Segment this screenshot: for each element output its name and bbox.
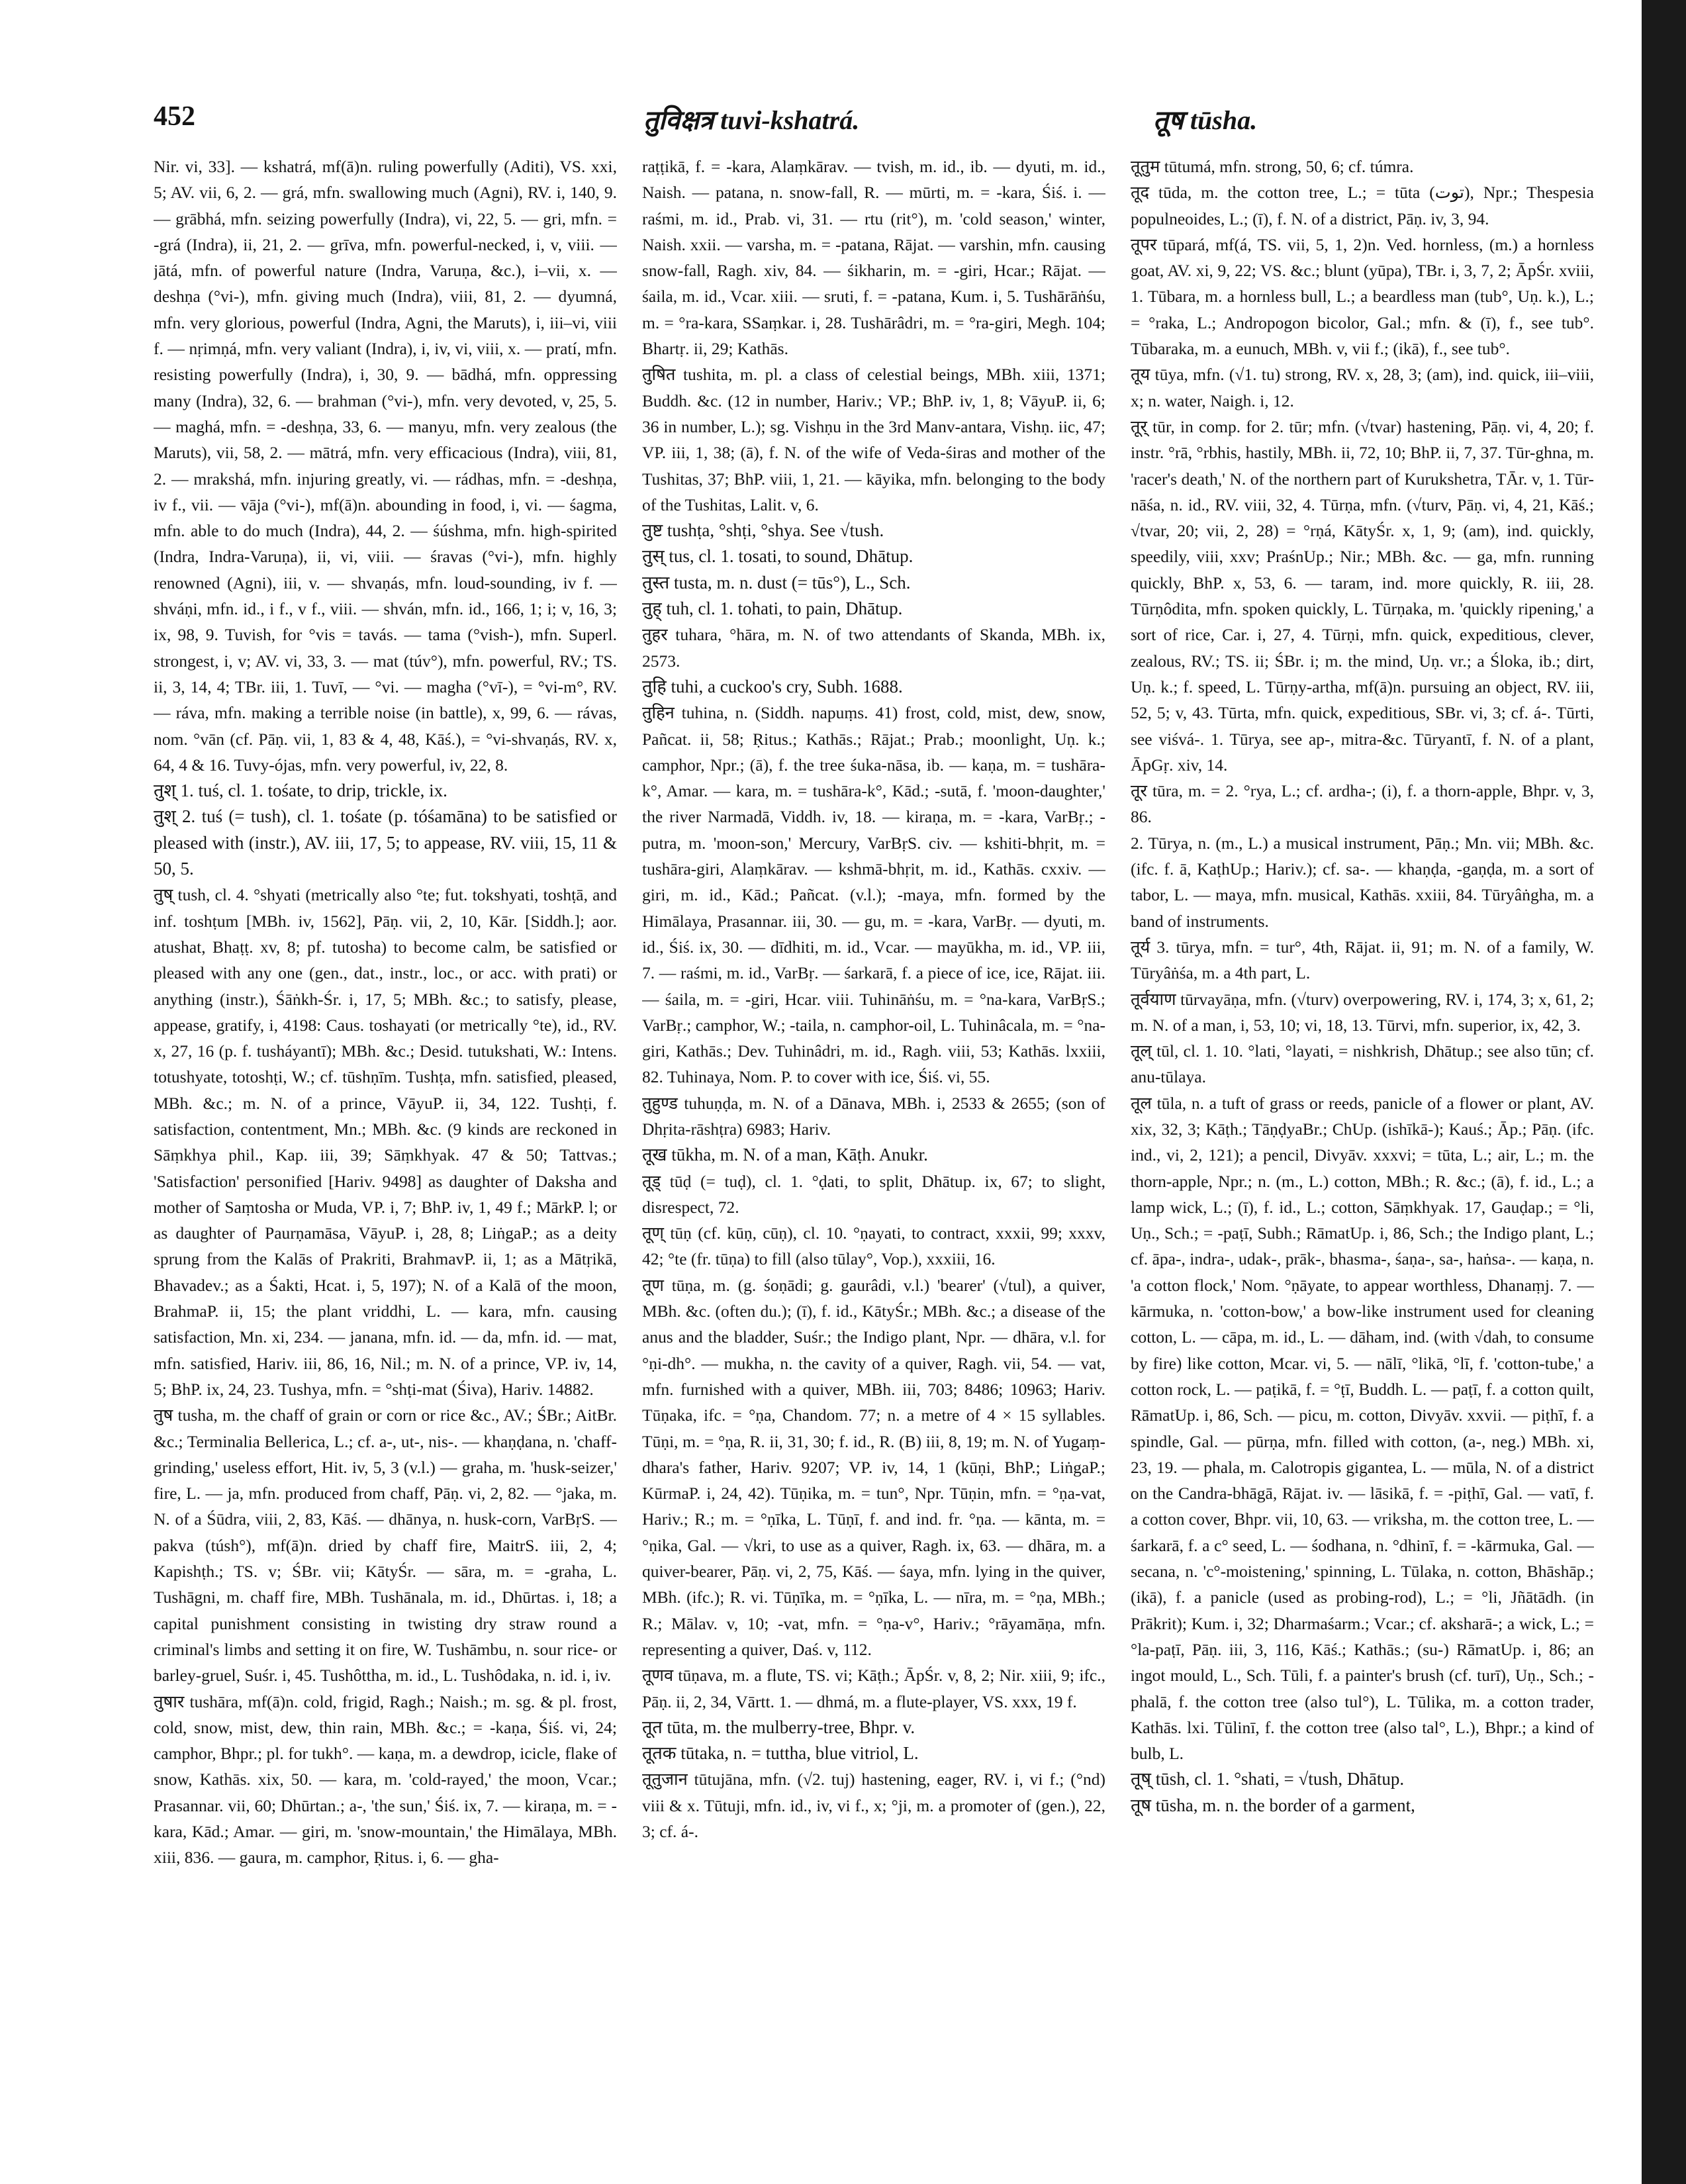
- entry: तूर्वयाण tūrvayāṇa, mfn. (√turv) overpowering, RV. i, 174, 3; x, 61, 2; m. N. of a man, i, 53, 10; vi, 18, 13. Tūrvi, mfn. superior, ix, 42, 3.: [1131, 989, 1594, 1035]
- entry: तूष tūsha, m. n. the border of a garment,: [1131, 1795, 1415, 1815]
- entry: तूणव tūṇava, m. a flute, TS. vi; Kāṭh.; ĀpŚr. v, 8, 2; Nir. xiii, 9; ifc., Pāṇ. ii, 2, 34, Vārtt. 1. — dhmá, m. a flute-player, VS. xxx, 19 f.: [642, 1666, 1105, 1711]
- entry: तूण tūṇa, m. (g. śoṇādi; g. gaurâdi, v.l.) 'bearer' (√tul), a quiver, MBh. &c. (often du.); (ī), f. id., KātyŚr.; MBh. &c.; a disease of the anus and the bladder, Suśr.; the Indigo plant, Npr. — dhāra, v.l. for °ṇi-dh°. — mukha, n. the cavity of a quiver, Ragh. vii, 54. — vat, mfn. furnished with a quiver, MBh. iii, 703; 8486; 10963; Hariv. Tūṇaka, ifc. = °ṇa, Chandom. 77; n. a metre of 4 × 15 syllables. Tūṇi, m. = °ṇa, R. ii, 31, 30; f. id., R. (B) iii, 8, 19; m. N. of Yugaṃ-dhara's father, Hariv. 9207; VP. iv, 14, 1 (kūṇi, BhP.; LiṅgaP.; KūrmaP. i, 24, 42). Tūṇika, m. = tun°, Npr. Tūṇin, mfn. = °ṇa-vat, Hariv.; R.; m. = °ṇīka, L. Tūṇī, f. and ind. fr. °ṇa. — kānta, m. = °ṇika, Gal. — √kri, to use as a quiver, Ragh. ix, 63. — dhāra, m. a quiver-bearer, Pāṇ. vi, 2, 75, Kāś. — śaya, mfn. lying in the quiver, MBh. (ifc.); R. vi. Tūṇīka, m. = °ṇīka, L. — nīra, m. = °ṇa, MBh.; R.; Mālav. v, 10; -vat, mfn. = °ṇa-v°, Hariv.; °rāyamāṇa, mfn. representing a quiver, Daś. v, 112.: [642, 1275, 1105, 1659]
- entry: तूल tūla, n. a tuft of grass or reeds, panicle of a flower or plant, AV. xix, 32, 3; Kāṭh.; TāṇḍyaBr.; ChUp. (ishīkā-); Kauś.; Āp.; Pāṇ. (ifc. ind., vi, 2, 121); a pencil, Divyāv. xxxvi; = tūta, L.; air, L.; m. the thorn-apple, Npr.; n. (m., L.) cotton, MBh.; R. &c.; (ā), f. id., L.; a lamp wick, L.; (ī), f. id., L.; cotton, Sāṃkhyak. 17, Gauḍap.; = °li, Uṇ., Sch.; = -paṭī, Subh.; RāmatUp. i, 86, Sch.; the Indigo plant, L.; cf. āpa-, indra-, udak-, prāk-, bhasma-, śaṇa-, sa-, haṅsa-. — kaṇa, n. 'a cotton flock,' Nom. °ṇāyate, to appear worthless, Dhanaṃj. 7. — kārmuka, n. 'cotton-bow,' a bow-like instrument used for cleaning cotton, L. — cāpa, m. id., L. — dāham, ind. (with √dah, to consume by fire) like cotton, Mcar. vi, 5. — nālī, °likā, °lī, f. 'cotton-tube,' a cotton rock, L. — paṭikā, f. = °ṭī, Buddh. L. — paṭī, f. a cotton quilt, RāmatUp. i, 86, Sch. — picu, m. cotton, Divyāv. xxvii. — piṭhī, f. a spindle, Gal. — pūrṇa, mfn. filled with cotton, (a-, neg.) MBh. xi, 23, 19. — phala, m. Calotropis gigantea, L. — mūla, N. of a district on the Candra-bhāgā, Rājat. iv. — lāsikā, f. = -piṭhī, Gal. — vatī, f. a cotton cover, Bhpr. vii, 10, 63. — vriksha, m. the cotton tree, L. — śarkarā, f. a c° seed, L. — śodhana, n. °dhinī, f. = -kārmuka, Gal. — secana, n. 'c°-moistening,' spinning, L. Tūlaka, n. cotton, Bhāshāp.; (ikā), f. a panicle (used as probing-rod), L.; = °li, Jñātādh. (in Prākrit); Kum. i, 32; Dharmaśarm.; Vcar.; cf. aksharā-; a wick, L.; = °la-paṭī, Pāṇ. iii, 3, 116, Kāś.; Kathās.; (su-) RāmatUp. i, 86; an ingot mould, L., Sch. Tūli, f. a painter's brush (cf. turī), Uṇ., Sch.; -phalā, f. the cotton tree (also tul°), L. Tūlika, m. a cotton trader, Kathās. lxi. Tūlinī, f. the cotton tree (also tal°, L.), Bhpr.; a kind of bulb, L.: [1131, 1093, 1594, 1764]
- entry: तूख tūkha, m. N. of a man, Kāṭh. Anukr.: [642, 1145, 928, 1165]
- left-running-head: तुविक्षत्र tuvi-kshatrá.: [643, 105, 860, 135]
- entry: तूर tūra, m. = 2. °rya, L.; cf. ardha-; (i), f. a thorn-apple, Bhpr. v, 3, 86.: [1131, 781, 1594, 827]
- page-number: 452: [154, 101, 195, 132]
- entry: तुहुण्ड tuhuṇḍa, m. N. of a Dānava, MBh. i, 2533 & 2655; (son of Dhṛita-rāshṭra) 6983; Hariv.: [642, 1093, 1105, 1139]
- entry: तूतुम tūtumá, mfn. strong, 50, 6; cf. túmra.: [1131, 157, 1414, 176]
- entry: तूपर tūpará, mf(á, TS. vii, 5, 1, 2)n. Ved. hornless, (m.) a hornless goat, AV. xi, 9, 22; VS. &c.; blunt (yūpa), TBr. i, 3, 7, 2; ĀpŚr. xviii, 1. Tūbara, m. a hornless bull, L.; a beardless man (tub°, Uṇ. k.), L.; = °raka, L.; Andropogon bicolor, Gal.; mfn. & (ī), f., see tub°. Tūbaraka, m. a eunuch, MBh. v, vii f.; (ikā), f., see tub°.: [1131, 234, 1594, 359]
- entry: तूर्य 3. tūrya, mfn. = tur°, 4th, Rājat. ii, 91; m. N. of a family, W. Tūryâṅśa, m. a 4th part, L.: [1131, 937, 1594, 983]
- entry: तूद tūda, m. the cotton tree, L.; = tūta (توت), Npr.; Thespesia populneoides, L.; (ī), f. N. of a district, Pāṇ. iv, 3, 94.: [1131, 183, 1594, 228]
- entry: तुह् tuh, cl. 1. tohati, to pain, Dhātup.: [642, 598, 903, 619]
- entry: तूतुजान tūtujāna, mfn. (√2. tuj) hastening, eager, RV. i, vi f.; (°nd) viii & x. Tūtuji, mfn. id., iv, vi f., x; °ji, m. a promoter of (gen.), 22, 3; cf. á-.: [642, 1770, 1105, 1841]
- entry: तुस् tus, cl. 1. tosati, to sound, Dhātup.: [642, 546, 913, 567]
- entry: तूड् tūḍ (= tuḍ), cl. 1. °ḍati, to split, Dhātup. ix, 67; to slight, disrespect, 72.: [642, 1171, 1105, 1217]
- column-1: [154, 154, 617, 2153]
- entry: 2. Tūrya, n. (m., L.) a musical instrument, Pāṇ.; Mn. vii; MBh. &c. (ifc. f. ā, KaṭhUp.; Hariv.); cf. sa-. — khaṇḍa, -gaṇḍa, m. a sort of tabor, L. — maya, mfn. musical, Kathās. xxiii, 84. Tūryâṅgha, m. a band of instruments.: [1131, 833, 1594, 931]
- entry: तूण् tūṇ (cf. kūṇ, cūṇ), cl. 10. °ṇayati, to contract, xxxii, 99; xxxv, 42; °te (fr. tūṇa) to fill (also tūlay°, Vop.), xxxiii, 16.: [642, 1223, 1105, 1269]
- entry: raṭṭikā, f. = -kara, Alaṃkārav. — tvish, m. id., ib. — dyuti, m. id., Naish. — patana, n. snow-fall, R. — mūrti, m. = -kara, Śiś. i. — raśmi, m. id., Prab. vi, 31. — rtu (rit°), m. 'cold season,' winter, Naish. xxii. — varsha, m. = -patana, Rājat. — varshin, mfn. causing snow-fall, Ragh. xiv, 84. — śikharin, m. = -giri, Hcar.; Rājat. — śaila, m. id., Vcar. xiii. — sruti, f. = -patana, Kum. i, 5. Tushārāṅśu, m. = °ra-kara, SSaṃkar. i, 28. Tushārâdri, m. = °ra-giri, Megh. 104; Bhartṛ. ii, 29; Kathās.: [642, 157, 1105, 359]
- entry: तुश् 2. tuś (= tush), cl. 1. tośate (p. tóśamāna) to be satisfied or pleased with (instr.), AV. iii, 17, 5; to appease, RV. viii, 15, 11 & 50, 5.: [154, 806, 617, 879]
- entry: Nir. vi, 33]. — kshatrá, mf(ā)n. ruling powerfully (Aditi), VS. xxi, 5; AV. vii, 6, 2. — grá, mfn. swallowing much (Agni), RV. i, 140, 9. — grābhá, mfn. seizing powerfully (Indra), vi, 22, 5. — gri, mfn. = -grá (Indra), ii, 21, 2. — grīva, mfn. powerful-necked, i, v, viii. — jātá, mfn. of powerful nature (Indra, Varuṇa, &c.), i–vii, x. — deshṇa (°vi-), mfn. giving much (Indra), viii, 81, 2. — dyumná, mfn. very glorious, powerful (Indra, Agni, the Maruts), i, iii–vi, viii f. — nṛimṇá, mfn. very valiant (Indra), i, iv, vi, viii, x. — pratí, mfn. resisting powerfully (Indra), i, 30, 9. — bādhá, mfn. oppressing many (Indra), 32, 6. — brahman (°vi-), mfn. very devoted, v, 25, 5. — maghá, mfn. = -deshṇa, 33, 6. — manyu, mfn. very zealous (the Maruts), vii, 58, 2. — mātrá, mfn. very efficacious (Indra), viii, 81, 2. — mrakshá, mfn. injuring greatly, vi. — rádhas, mfn. = -deshṇa, iv f., vii. — vāja (°vi-), mf(ā)n. abounding in food, i, vi. — śagma, mfn. able to do much (Indra), 44, 2. — śúshma, mfn. high-spirited (Indra, Indra-Varuṇa), ii, vi, viii. — śravas (°vi-), mfn. highly renowned (Agni), iii, v. — shvaṇás, mfn. loud-sounding, iv f. — shváṇi, mfn. id., i f., v f., viii. — shván, mfn. id., 166, 1; i; v, 16, 3; ix, 98, 9. Tuvish, for °vis = tavás. — tama (°vish-), mfn. Superl. strongest, i, v; AV. vi, 33, 3. — mat (túv°), mfn. powerful, RV.; TS. ii, 3, 14, 4; TBr. iii, 1. Tuvī, — °vi. — magha (°vī-), = °vi-m°, RV. — ráva, mfn. making a terrible noise (in battle), x, 99, 6. — rávas, nom. °vān (cf. Pāṇ. vii, 1, 83 & 4, 48, Kāś.), = °vi-shvaṇás, RV. x, 64, 4 & 16. Tuvy-ójas, mfn. very powerful, iv, 22, 8.: [154, 157, 617, 775]
- entry: तूष् tūsh, cl. 1. °shati, = √tush, Dhātup.: [1131, 1769, 1405, 1789]
- entry: तुषार tushāra, mf(ā)n. cold, frigid, Ragh.; Naish.; m. sg. & pl. frost, cold, snow, mist, dew, thin rain, MBh. &c.; = -kaṇa, Śiś. vi, 24; camphor, Bhpr.; pl. for tukh°. — kaṇa, m. a dewdrop, icicle, flake of snow, Kathās. xix, 50. — kara, m. 'cold-rayed,' the moon, Vcar.; Prasannar. vii, 60; Dhūrtan.; a-, 'the sun,' Śiś. ix, 7. — kiraṇa, m. = -kara, Kād.; Amar. — giri, m. 'snow-mountain,' the Himālaya, MBh. xiii, 836. — gaura, m. camphor, Ṛitus. i, 6. — gha-: [154, 1691, 617, 1868]
- column-2: [642, 154, 1105, 2153]
- entry: तुषित tushita, m. pl. a class of celestial beings, MBh. xiii, 1371; Buddh. &c. (12 in number, Hariv.; VP.; BhP. iv, 1, 8; VāyuP. ii, 6; 36 in number, L.); sg. Vishṇu in the 3rd Manv-antara, Vishṇ. iic, 47; VP. iii, 1, 38; (ā), f. N. of the wife of Veda-śiras and mother of the Tushitas, 37; BhP. viii, 1, 21. — kāyika, mfn. belonging to the body of the Tushitas, Lalit. v, 6.: [642, 365, 1105, 514]
- entry: तुहि tuhi, a cuckoo's cry, Subh. 1688.: [642, 676, 903, 696]
- entry: तुष् tush, cl. 4. °shyati (metrically also °te; fut. tokshyati, toshṭā, and inf. toshṭum [MBh. iv, 1562], Pāṇ. vii, 2, 10, Kār. [Siddh.]; aor. atushat, Bhaṭṭ. xv, 8; pf. tutosha) to become calm, be satisfied or pleased with any one (gen., dat., instr., loc., or acc. with prati) or anything (instr.), Śāṅkh-Śr. i, 17, 5; MBh. &c.; to satisfy, please, appease, gratify, i, 4198: Caus. toshayati (or metrically °te), id., RV. x, 27, 16 (p. f. tusháyantī); MBh. &c.; Desid. tutukshati, W.: Intens. totushyate, totoshṭi, W.; cf. tūshṇīm. Tushṭa, mfn. satisfied, pleased, MBh. &c.; m. N. of a prince, VāyuP. ii, 34, 122. Tushṭi, f. satisfaction, contentment, Mn.; MBh. &c. (9 kinds are reckoned in Sāṃkhya phil., Kap. iii, 39; Sāṃkhyak. 47 & 50; Tattvas.; 'Satisfaction' personified [Hariv. 9498] as daughter of Daksha and mother of Saṃtosha or Muda, VP. i, 7; BhP. iv, 1, 49 f.; MārkP. l; or as daughter of Paurṇamāsa, VāyuP. i, 28, 8; LiṅgaP.; as a deity sprung from the Kalās of Prakriti, BrahmavP. ii, 1; as a Mātṛikā, Bhavadev.; as a Śakti, Hcat. i, 5, 197); N. of a Kalā of the moon, BrahmaP. ii, 15; the plant vriddhi, L. — kara, mfn. causing satisfaction, Mn. xi, 234. — janana, mfn. id. — da, mfn. id. — mat, mfn. satisfied, Hariv. iii, 86, 16, Nil.; m. N. of a prince, VP. iv, 14, 5; BhP. ix, 24, 23. Tushya, mfn. = °shṭi-mat (Śiva), Hariv. 14882.: [154, 885, 617, 1399]
- right-running-head: तूष tūsha.: [1153, 105, 1258, 135]
- entry: तूय tūya, mfn. (√1. tu) strong, RV. x, 28, 3; (am), ind. quick, iii–viii, x; n. water, Naigh. i, 12.: [1131, 365, 1594, 410]
- page-header: [154, 101, 1630, 154]
- entry: तुश् 1. tuś, cl. 1. tośate, to drip, trickle, ix.: [154, 781, 447, 801]
- entry: तूल् tūl, cl. 1. 10. °lati, °layati, = nishkrish, Dhātup.; see also tūn; cf. anu-tūlaya.: [1131, 1041, 1594, 1087]
- entry: तूतक tūtaka, n. = tuttha, blue vitriol, L.: [642, 1743, 919, 1764]
- entry: तुहिन tuhina, n. (Siddh. napuṃs. 41) frost, cold, mist, dew, snow, Pañcat. ii, 58; Ṛitus.; Kathās.; Rājat.; Prab.; moonlight, Uṇ. k.; camphor, Npr.; (ā), f. the tree śuka-nāsa, ib. — kaṇa, m. = tushāra-k°, Amar. — kara, m. = tushāra-k°, Kād.; -sutā, f. 'moon-daughter,' the river Narmadā, Viddh. iv, 18. — kiraṇa, m. = -kara, VarBṛ.; -putra, m. 'moon-son,' Mercury, VarBṛS. civ. — kshiti-bhṛit, m. = tushāra-giri, Alaṃkārav. — kshmā-bhṛit, m. id., Kathās. cxxiv. — giri, m. id., Kād.; Pañcat. (v.l.); -maya, mfn. formed by the Himālaya, Prasannar. iii, 30. — gu, m. = -kara, VarBṛ. — dyuti, m. id., Śiś. ix, 30. — dīdhiti, m. id., Vcar. — mayūkha, m. id., VP. iii, 7. — raśmi, m. id., VarBṛ. — śarkarā, f. a piece of ice, ice, Rājat. iii. — śaila, m. = -giri, Hcar. viii. Tuhināṅśu, m. = °na-kara, VarBṛS.; VarBṛ.; camphor, W.; -taila, n. camphor-oil, L. Tuhinâcala, m. = °na-giri, Kathās.; Dev. Tuhinâdri, m. id., Ragh. viii, 53; Kathās. lxxiii, 82. Tuhinaya, Nom. P. to cover with ice, Śiś. vi, 55.: [642, 703, 1105, 1087]
- scan-edge-shadow: [1642, 0, 1686, 2184]
- entry: तुहर tuhara, °hāra, m. N. of two attendants of Skanda, MBh. ix, 2573.: [642, 625, 1105, 671]
- entry: तुष tusha, m. the chaff of grain or corn or rice &c., AV.; ŚBr.; AitBr. &c.; Terminalia Bellerica, L.; cf. a-, ut-, nis-. — khaṇḍana, n. 'chaff-grinding,' useless effort, Hit. iv, 5, 3 (v.l.) — graha, m. 'husk-seizer,' fire, L. — ja, mfn. produced from chaff, Pāṇ. vi, 2, 82. — °jaka, m. N. of a Śūdra, viii, 2, 83, Kāś. — dhānya, n. husk-corn, VarBṛS. — pakva (túsh°), mf(ā)n. dried by chaff fire, MaitrS. iii, 2, 4; Kapishṭh.; TS. v; ŚBr. vii; KātyŚr. — sāra, m. = -graha, L. Tushāgni, m. chaff fire, MBh. Tushānala, m. id., Dhūrtas. i, 18; a capital punishment consisting in twisting dry straw round a criminal's limbs and setting it on fire, W. Tushāmbu, n. sour rice- or barley-gruel, Suśr. i, 45. Tushôttha, m. id., L. Tushôdaka, n. id. i, iv.: [154, 1405, 617, 1685]
- column-3: [1131, 154, 1594, 2153]
- entry: तूर् tūr, in comp. for 2. tūr; mfn. (√tvar) hastening, Pāṇ. vi, 4, 20; f. instr. °rā, °rbhis, hastily, MBh. ii, 72, 10; BhP. ii, 7, 37. Tūr-ghna, m. 'racer's death,' N. of the northern part of Kurukshetra, TĀr. v, 1. Tūr-nāśa, n. id., RV. viii, 32, 4. Tūrṇa, mfn. (√turv, Pāṇ. vi, 4, 21, Kāś.; √tvar, 20; vii, 2, 28) = °rṇá, KātyŚr. x, 1, 9; (am), ind. quickly, speedily, viii, xxv; PraśnUp.; Nir.; MBh. &c. — ga, mfn. running quickly, BhP. x, 53, 6. — taram, ind. more quickly, R. iii, 28. Tūrṇôdita, mfn. spoken quickly, L. Tūrṇaka, m. 'quickly ripening,' a sort of rice, Car. i, 27, 4. Tūrṇi, mfn. quick, expeditious, clever, zealous, RV.; TS. ii; ŚBr. i; m. the mind, Uṇ. vr.; a Śloka, ib.; dirt, Uṇ. k.; f. speed, L. Tūrṇy-artha, mf(ā)n. pursuing an object, RV. iii, 52, 5; v, 43. Tūrta, mfn. quick, expeditious, SBr. vi, 3; cf. á-. Tūrti, see viśvá-. 1. Tūrya, see ap-, mitra-&c. Tūryantī, f. N. of a plant, ĀpGṛ. xiv, 14.: [1131, 416, 1594, 775]
- entry: तुष्ट tushṭa, °shṭi, °shya. See √tush.: [642, 520, 884, 541]
- entry: तुस्त tusta, m. n. dust (= tūs°), L., Sch.: [642, 572, 911, 593]
- entry: तूत tūta, m. the mulberry-tree, Bhpr. v.: [642, 1717, 915, 1737]
